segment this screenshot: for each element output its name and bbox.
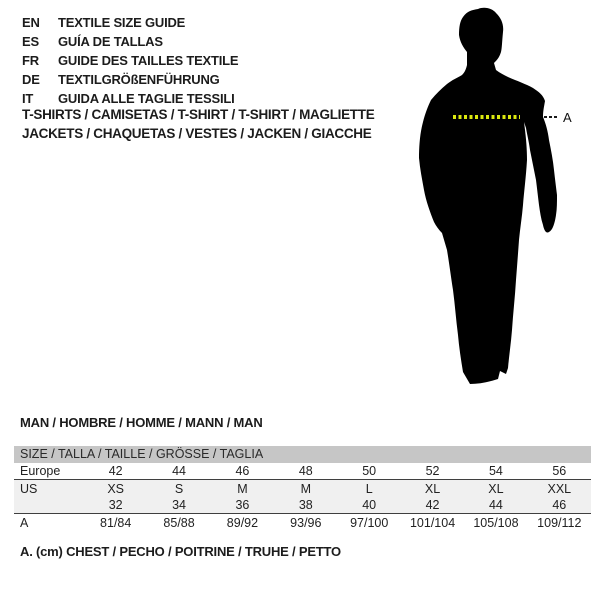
size-cell: 46 <box>235 464 250 478</box>
size-cell: 93/96 <box>290 515 322 530</box>
language-code: ES <box>22 34 39 49</box>
size-table-header: SIZE / TALLA / TAILLE / GRÖSSE / TAGLIA <box>14 446 591 463</box>
size-cell: 52 <box>425 464 440 478</box>
size-cell: 38 <box>298 498 313 512</box>
size-cell: 109/112 <box>537 515 582 530</box>
measure-label-a: A <box>563 110 572 125</box>
size-cell: L <box>365 481 373 496</box>
language-row <box>22 89 238 108</box>
size-cell: 50 <box>362 464 377 478</box>
size-cell: M <box>237 481 248 496</box>
language-code: EN <box>22 15 40 30</box>
size-cell: 105/108 <box>473 515 519 530</box>
size-cell: 42 <box>425 498 440 512</box>
size-cell: 42 <box>108 464 123 478</box>
section-heading: MAN / HOMBRE / HOMME / MANN / MAN <box>20 415 263 430</box>
language-list <box>22 13 238 108</box>
product-type-lines <box>22 107 374 145</box>
size-guide-figure <box>405 2 600 397</box>
language-code: DE <box>22 72 40 87</box>
size-cell: 44 <box>488 498 503 512</box>
size-cell: 89/92 <box>226 515 259 530</box>
language-row <box>22 70 238 89</box>
product-type-line: JACKETS / CHAQUETAS / VESTES / JACKEN / GIACCHE <box>22 126 372 141</box>
language-label: TEXTILGRÖßENFÜHRUNG <box>58 72 220 87</box>
table-row <box>14 480 591 497</box>
size-cell: 32 <box>108 498 123 512</box>
size-cell: XXL <box>547 481 572 496</box>
row-label: A <box>20 515 29 530</box>
row-label: Europe <box>20 464 61 478</box>
man-silhouette-shape <box>419 8 557 384</box>
language-code: FR <box>22 53 39 68</box>
size-cell: M <box>300 481 312 496</box>
measurement-footnote: A. (cm) CHEST / PECHO / POITRINE / TRUHE / PETTO <box>20 544 341 559</box>
table-row <box>14 497 591 514</box>
size-cell: XS <box>107 481 125 496</box>
language-code: IT <box>22 91 34 106</box>
language-label: GUÍA DE TALLAS <box>58 34 163 49</box>
language-row <box>22 32 238 51</box>
size-cell: XL <box>488 481 504 496</box>
man-silhouette <box>405 2 600 397</box>
size-cell: 40 <box>362 498 377 512</box>
size-cell: 54 <box>488 464 503 478</box>
size-cell: S <box>174 481 184 496</box>
product-type-line: T-SHIRTS / CAMISETAS / T-SHIRT / T-SHIRT / MAGLIETTE <box>22 107 375 122</box>
table-row <box>14 463 591 480</box>
language-label: TEXTILE SIZE GUIDE <box>58 15 186 30</box>
language-row <box>22 13 238 32</box>
size-cell: 81/84 <box>100 515 132 530</box>
language-label: GUIDA ALLE TAGLIE TESSILI <box>58 91 235 106</box>
size-cell: 85/88 <box>163 515 195 530</box>
size-table <box>14 446 591 531</box>
size-table-rows <box>14 463 591 531</box>
language-row <box>22 51 238 70</box>
size-cell: 101/104 <box>409 515 456 530</box>
size-cell: XL <box>424 481 441 496</box>
size-cell: 44 <box>172 464 187 478</box>
size-cell: 46 <box>552 498 567 512</box>
table-row <box>14 514 591 531</box>
size-cell: 56 <box>552 464 567 478</box>
size-cell: 34 <box>172 498 187 512</box>
size-cell: 48 <box>298 464 313 478</box>
size-cell: 97/100 <box>350 515 389 530</box>
language-label: GUIDE DES TAILLES TEXTILE <box>58 53 239 68</box>
size-cell: 36 <box>235 498 250 512</box>
row-label: US <box>20 481 38 496</box>
